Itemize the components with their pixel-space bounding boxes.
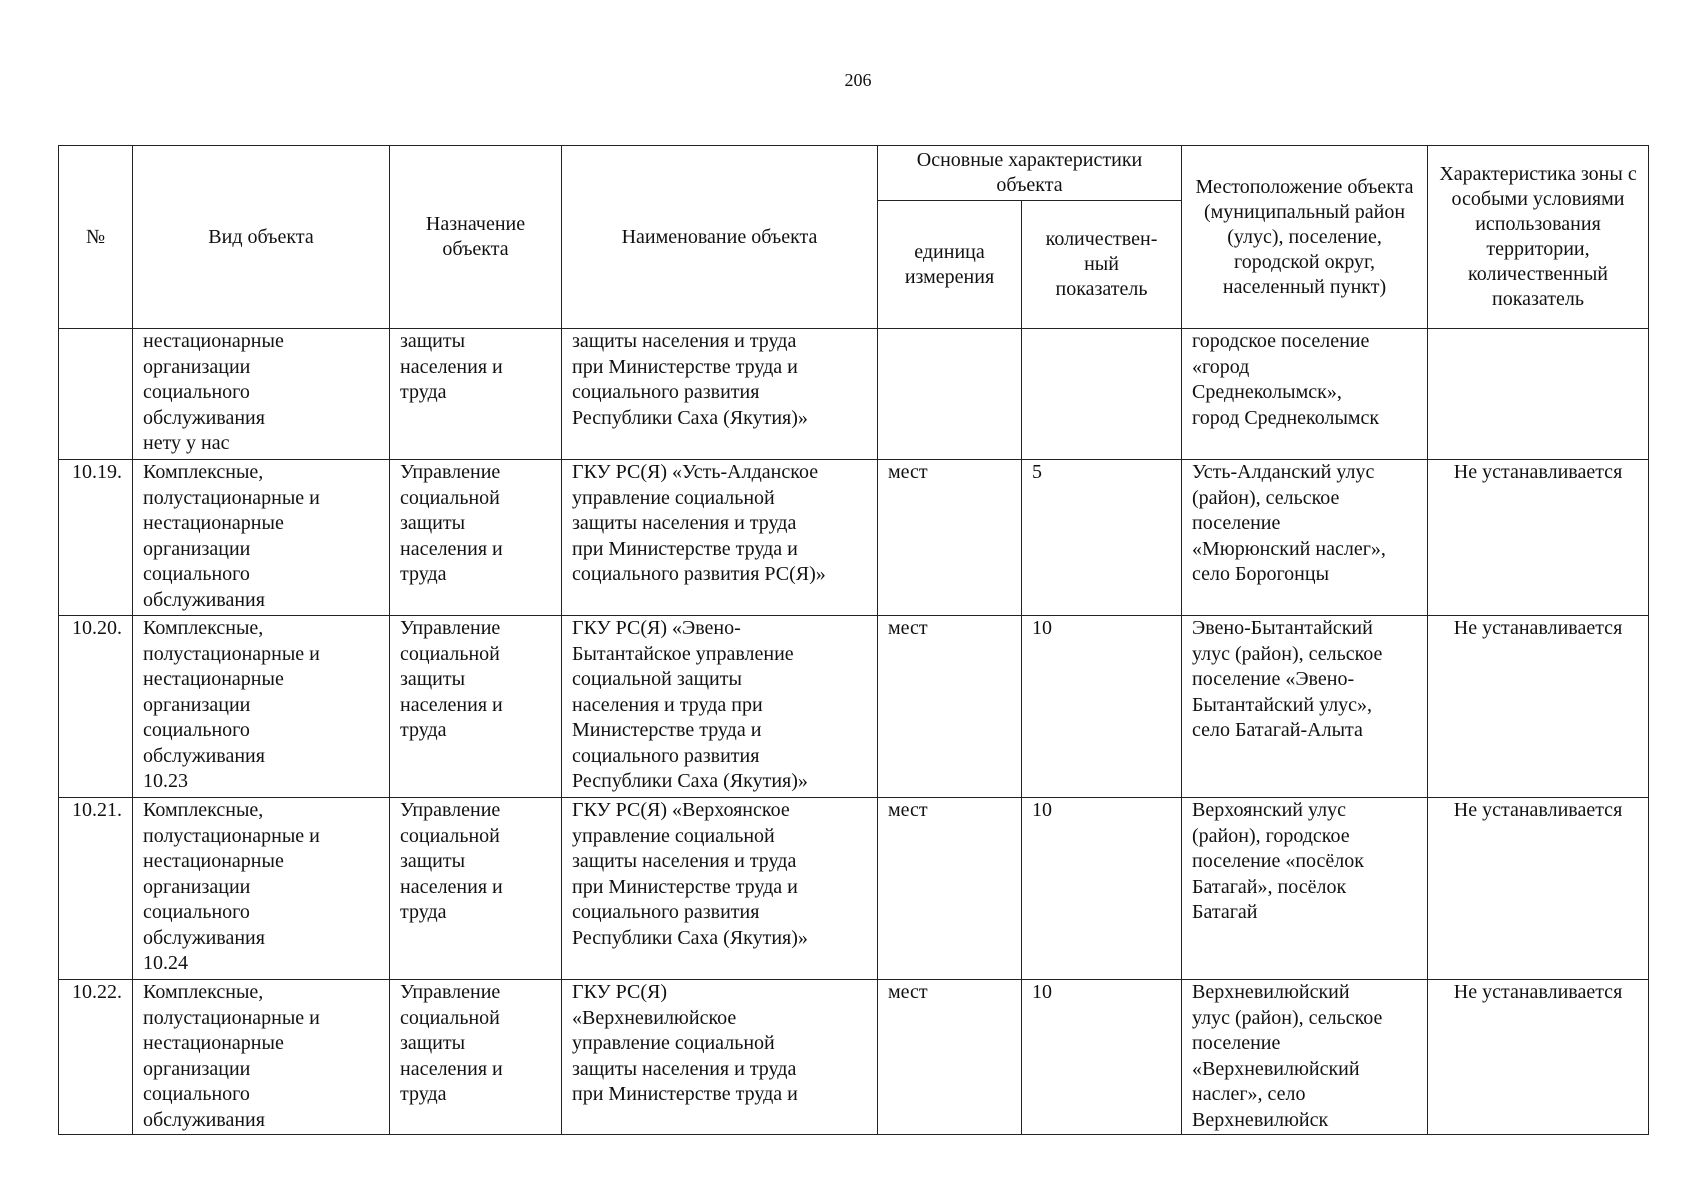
row-purpose: защиты населения и труда <box>400 330 503 403</box>
header-num: № <box>59 146 133 329</box>
row-name: ГКУ РС(Я) «Усть-Алданское управление социальной защиты населения и труда при Министерстве труда и социального развития РС(Я)» <box>572 461 826 585</box>
row-zone: Не устанавливается <box>1428 616 1649 798</box>
header-unit: единица измерения <box>878 201 1022 329</box>
row-type: Комплексные, полустационарные и нестационарные организации социального обслуживания <box>143 461 320 611</box>
row-zone: Не устанавливается <box>1428 798 1649 980</box>
row-zone: Не устанавливается <box>1428 460 1649 616</box>
row-quantity: 10 <box>1022 616 1182 798</box>
page-number: 206 <box>844 70 872 90</box>
row-purpose: Управление социальной защиты населения и труда <box>400 617 503 741</box>
table-row <box>59 329 1649 460</box>
row-type: Комплексные, полустационарные и нестационарные организации социального обслуживания 10.23 <box>143 617 320 792</box>
row-quantity: 10 <box>1022 980 1182 1135</box>
row-unit: мест <box>878 460 1022 616</box>
row-location: Верхневилюйский улус (район), сельское поселение «Верхневилюйский наслег», село Верхневилюйск <box>1192 981 1383 1131</box>
table-row <box>59 798 1649 980</box>
row-unit: мест <box>878 980 1022 1135</box>
row-location: Эвено-Бытантайский улус (район), сельское поселение «Эвено- Бытантайский улус», село Батагай-Алыта <box>1192 617 1383 741</box>
row-name: ГКУ РС(Я) «Верхневилюйское управление социальной защиты населения и труда при Министерстве труда и <box>572 981 798 1105</box>
header-purpose: Назначение объекта <box>390 146 562 329</box>
table-row <box>59 980 1649 1135</box>
header-name: Наименование объекта <box>562 146 878 329</box>
row-num <box>59 329 133 460</box>
row-zone <box>1428 329 1649 460</box>
row-location: Усть-Алданский улус (район), сельское поселение «Мюрюнский наслег», село Борогонцы <box>1192 461 1386 585</box>
row-purpose: Управление социальной защиты населения и труда <box>400 461 503 585</box>
header-type: Вид объекта <box>133 146 390 329</box>
row-num: 10.21. <box>59 798 133 980</box>
table-row <box>59 460 1649 616</box>
row-num: 10.22. <box>59 980 133 1135</box>
row-type: Комплексные, полустационарные и нестационарные организации социального обслуживания <box>143 981 320 1131</box>
row-name: ГКУ РС(Я) «Верхоянское управление социальной защиты населения и труда при Министерстве труда и социального развития Республики Саха (Якутия)» <box>572 799 808 949</box>
row-unit: мест <box>878 616 1022 798</box>
row-type: нестационарные организации социального обслуживания нету у нас <box>143 330 284 454</box>
header-quantity: количествен- ный показатель <box>1022 201 1182 329</box>
header-location: Местоположение объекта (муниципальный район (улус), поселение, городской округ, населенный пункт) <box>1182 146 1428 329</box>
row-purpose: Управление социальной защиты населения и труда <box>400 799 503 923</box>
row-type: Комплексные, полустационарные и нестационарные организации социального обслуживания 10.24 <box>143 799 320 974</box>
row-quantity: 5 <box>1022 460 1182 616</box>
row-quantity: 10 <box>1022 798 1182 980</box>
row-num: 10.19. <box>59 460 133 616</box>
row-location: Верхоянский улус (район), городское поселение «посёлок Батагай», посёлок Батагай <box>1192 799 1365 923</box>
objects-table <box>58 145 1649 1135</box>
header-zone: Характеристика зоны с особыми условиями использования территории, количественный показатель <box>1428 146 1649 329</box>
row-quantity <box>1022 329 1182 460</box>
row-location: городское поселение «город Среднеколымск», город Среднеколымск <box>1192 330 1380 429</box>
row-purpose: Управление социальной защиты населения и труда <box>400 981 503 1105</box>
row-name: защиты населения и труда при Министерстве труда и социального развития Республики Саха (Якутия)» <box>572 330 808 429</box>
row-unit <box>878 329 1022 460</box>
row-zone: Не устанавливается <box>1428 980 1649 1135</box>
row-num: 10.20. <box>59 616 133 798</box>
header-characteristics: Основные характеристики объекта <box>878 146 1182 201</box>
table-row <box>59 616 1649 798</box>
row-name: ГКУ РС(Я) «Эвено- Бытантайское управление социальной защиты населения и труда при Министерстве труда и социального развития Республики Саха (Якутия)» <box>572 617 808 792</box>
row-unit: мест <box>878 798 1022 980</box>
